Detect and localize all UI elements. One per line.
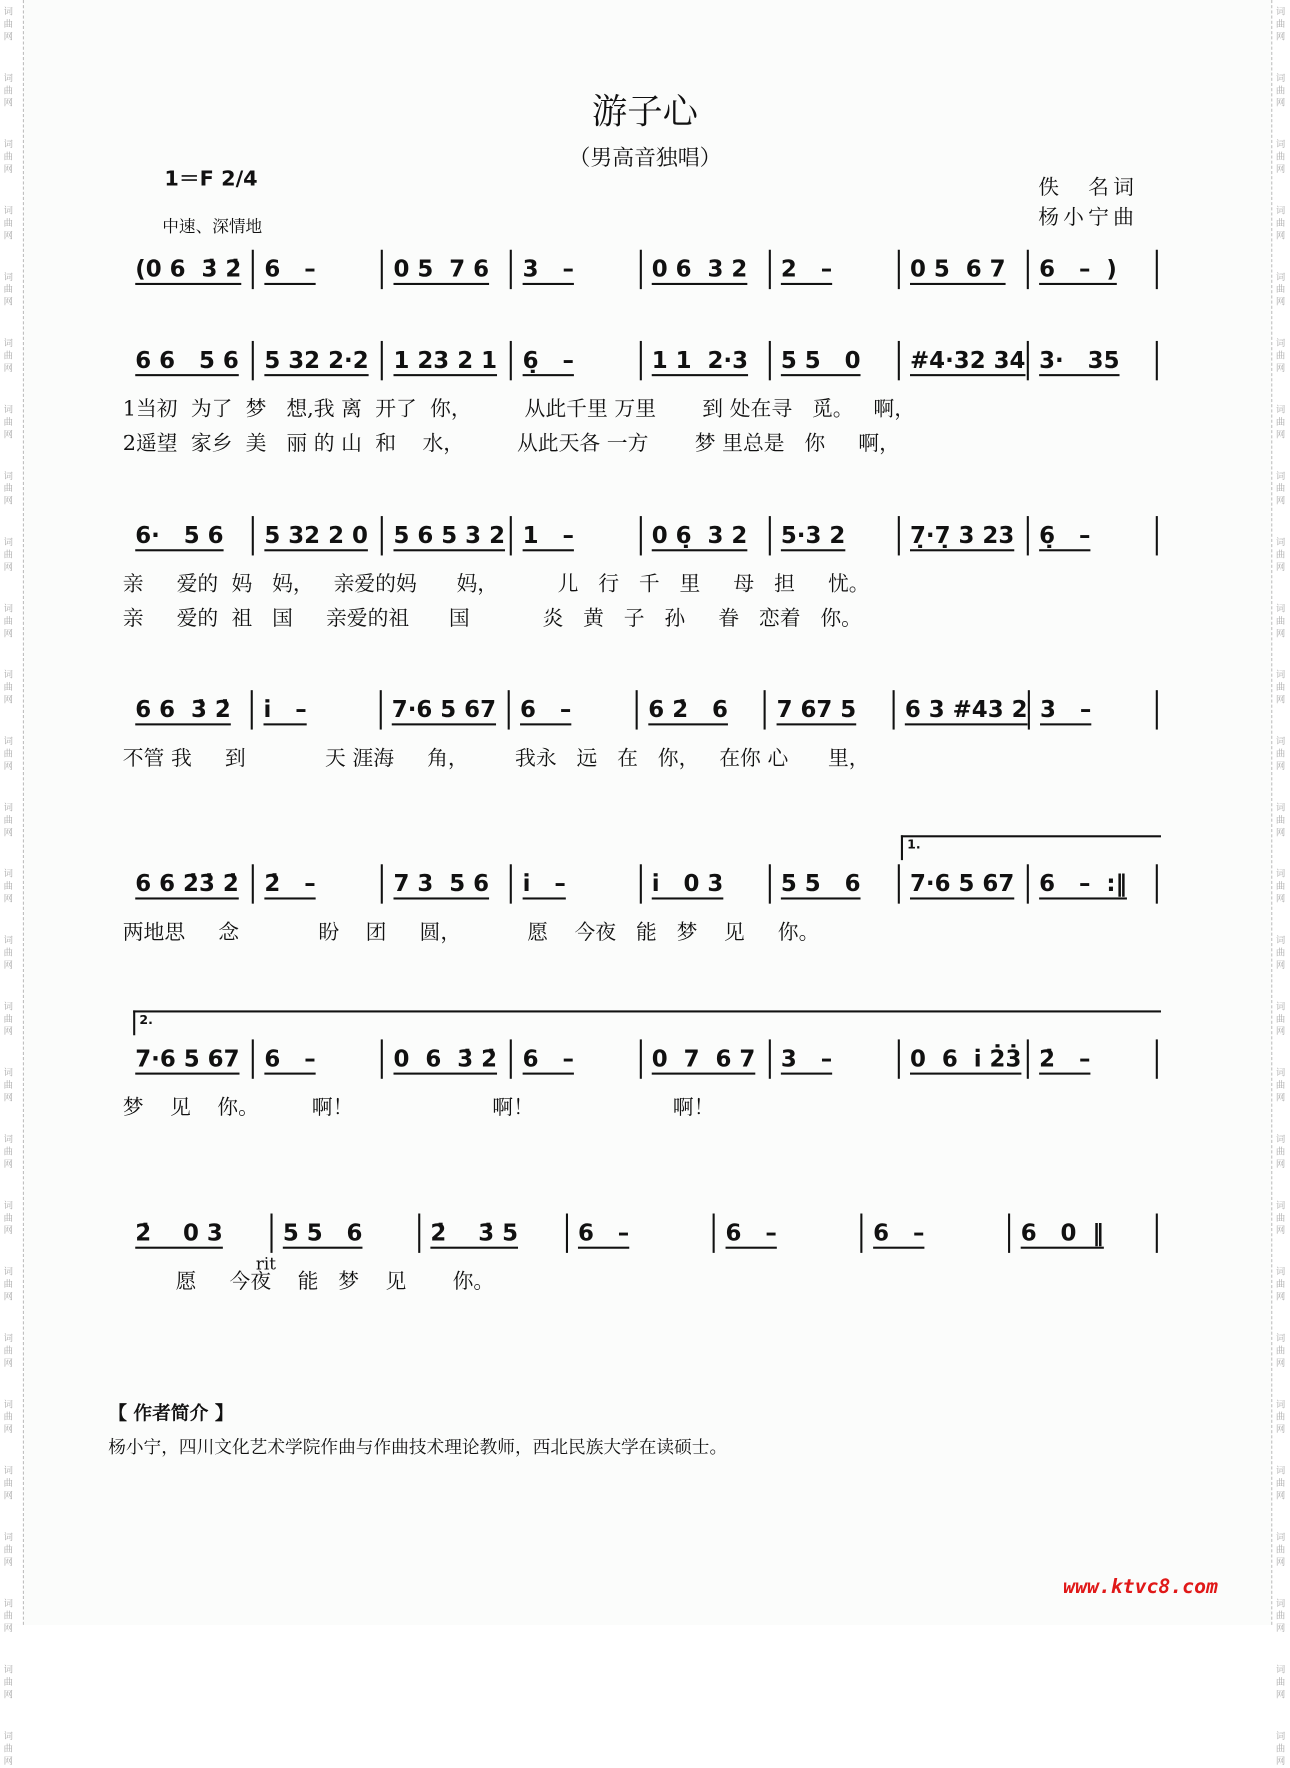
measure: i̇ – (522, 871, 566, 897)
watermark-left (0, 0, 24, 1767)
watermark-text: 词 曲 网 (1275, 736, 1286, 773)
measure: 6 – (264, 256, 316, 283)
barline (1156, 690, 1158, 729)
measure: 6 2̇ 6 (648, 696, 728, 723)
measure: 3 – (780, 1046, 833, 1073)
watermark-text: 词 曲 网 (3, 869, 14, 905)
measure: 0 6 3̇ 2̇ (393, 1046, 498, 1073)
watermark-text: 词 曲 网 (3, 1134, 14, 1170)
watermark-text: 词 曲 网 (3, 803, 14, 839)
watermark-text: 词 曲 网 (1275, 604, 1286, 640)
lyricist-credit: 佚 名词 (1038, 174, 1139, 199)
watermark-text: 词 曲 网 (1275, 803, 1286, 839)
watermark-text: 词 曲 网 (3, 7, 14, 43)
watermark-text: 词 曲 网 (1275, 73, 1286, 109)
measure: 6̣ – (1039, 522, 1091, 549)
watermark-text: 词 曲 网 (1275, 7, 1286, 43)
author-bio-text: 杨小宁，四川文化艺术学院作曲与作曲技术理论教师，西北民族大学在读硕士。 (108, 1437, 728, 1459)
watermark-text: 词 曲 网 (3, 471, 14, 507)
song-subtitle: （男高音独唱） (568, 145, 722, 170)
watermark-text: 词 曲 网 (1275, 1068, 1286, 1104)
watermark-text: 词 曲 网 (1275, 1400, 1286, 1436)
watermark-text: 词 曲 网 (3, 73, 14, 109)
measure: 6 6 3̇ 2̇ (135, 696, 231, 723)
measure: 2̇ 3̇ 5 (430, 1220, 519, 1247)
watermark-text: 词 曲 网 (3, 670, 14, 706)
measure: 5 32 2·2 (264, 347, 369, 374)
measure: 1 – (522, 522, 574, 549)
measure: 7̣·7̣ 3 23 (910, 522, 1015, 549)
measure: 1 23 2 1 (393, 347, 498, 374)
measure: 2̇ 0 3 (135, 1220, 223, 1247)
score-line (123, 689, 1158, 730)
barline (1156, 1039, 1158, 1078)
watermark-text: 词 曲 网 (1275, 1267, 1286, 1303)
watermark-text: 词 曲 网 (1275, 1002, 1286, 1038)
measure: 7·6 5 67 (135, 1046, 240, 1073)
watermark-text: 词 曲 网 (3, 338, 14, 375)
watermark-text: 词 曲 网 (3, 537, 14, 574)
watermark-text: 词 曲 网 (1275, 272, 1286, 308)
measure: 5 5 6 (282, 1220, 363, 1247)
watermark-text: 词 曲 网 (3, 405, 14, 441)
tempo-marking: 中速、深情地 (162, 216, 263, 237)
watermark-text: 词 曲 网 (3, 1333, 14, 1369)
measure: 6 – (520, 696, 572, 723)
watermark-text: 词 曲 网 (1275, 139, 1286, 176)
score-line (123, 1038, 1158, 1079)
measure: 3 – (1040, 696, 1092, 723)
watermark-text: 词 曲 网 (1275, 1532, 1286, 1568)
measure: i̇ 0 3 (651, 871, 724, 897)
measure: 3 – (522, 256, 574, 283)
measure: 0 6 i̇ 2̇3̇ (910, 1046, 1022, 1073)
watermark-text: 词 曲 网 (1275, 1665, 1286, 1701)
measure: 2̇ – (264, 871, 316, 897)
measure: 0 6̣ 3 2 (651, 522, 748, 549)
measure: 0 5 7 6 (393, 256, 490, 283)
measure: 6 – ) (1039, 256, 1117, 283)
watermark-text: 词 曲 网 (3, 1201, 14, 1237)
measure: 7·6 5 67 (391, 696, 497, 723)
lyric-line: 2遥望 家乡 美 丽 的 山 和 水， 从此天各 一方 梦 里总是 你 啊， (122, 430, 900, 455)
barline (1156, 516, 1158, 555)
watermark-text: 词 曲 网 (1275, 935, 1286, 972)
watermark-text: 词 曲 网 (3, 1068, 14, 1104)
measure: 7 67 5 (776, 696, 857, 723)
site-logo[interactable]: www.ktvc8.com (1063, 1575, 1218, 1598)
volta-1: 1. (901, 835, 1161, 860)
score-line (123, 515, 1158, 556)
score-line (123, 1212, 1158, 1253)
measure: 6 – :‖ (1039, 871, 1127, 897)
lyric-line: 梦 见 你。 啊！ 啊！ 啊！ (122, 1094, 715, 1120)
watermark-text: 词 曲 网 (3, 1002, 14, 1038)
author-bio-heading: 【 作者简介 】 (108, 1403, 234, 1425)
measure: 5 6 5 3 2 (393, 522, 506, 549)
watermark-text: 词 曲 网 (3, 1599, 14, 1635)
lyric-line: 亲 爱的 祖 国 亲爱的祖 国 炎 黄 子 孙 眷 恋着 你。 (122, 605, 862, 631)
watermark-text: 词 曲 网 (1275, 1466, 1286, 1502)
measure: 5 32 2 0 (264, 522, 368, 549)
measure: 6 – (577, 1220, 630, 1247)
lyric-line: 愿 今夜 能 梦 见 你。 (122, 1268, 495, 1294)
measure: 6· 5 6 (135, 522, 224, 549)
volta-2: 2. (133, 1010, 1161, 1035)
measure: 7 3 5 6 (393, 871, 490, 897)
measure: 0 6 3 2 (651, 256, 748, 283)
key-signature: 1＝F 2/4 (164, 165, 258, 191)
watermark-text: 词 曲 网 (3, 736, 14, 773)
watermark-text: 词 曲 网 (3, 1665, 14, 1701)
watermark-text: 词 曲 网 (3, 139, 14, 176)
measure: 6 – (725, 1220, 777, 1247)
watermark-text: 词 曲 网 (1275, 206, 1286, 242)
measure: 6 6 5 6 (135, 347, 239, 374)
measure: 0 5 6 7 (910, 256, 1006, 283)
lyric-line: 两地思 念 盼 团 圆， 愿 今夜 能 梦 见 你。 (122, 919, 820, 945)
watermark-text: 词 曲 网 (3, 1466, 14, 1502)
lyric-line: 不管 我 到 天 涯海 角， 我永 远 在 你， 在你 心 里， (122, 745, 870, 770)
watermark-text: 词 曲 网 (3, 272, 14, 308)
barline (1156, 864, 1158, 903)
watermark-text: 词 曲 网 (3, 206, 14, 242)
watermark-text: 词 曲 网 (1275, 1599, 1286, 1635)
score-line (123, 249, 1158, 290)
watermark-text: 词 曲 网 (3, 1400, 14, 1436)
watermark-text: 词 曲 网 (1275, 338, 1286, 375)
rit-marking: rit (255, 1253, 276, 1274)
measure: 1 1 2·3 (651, 347, 749, 374)
watermark-text: 词 曲 网 (3, 1267, 14, 1303)
watermark-text: 词 曲 网 (1275, 1731, 1286, 1767)
measure: (0 6 3̇ 2̇ (135, 256, 242, 283)
watermark-text: 词 曲 网 (1275, 471, 1286, 507)
watermark-text: 词 曲 网 (1275, 670, 1286, 706)
score-line (123, 340, 1158, 381)
watermark-text: 词 曲 网 (1275, 537, 1286, 574)
measure: i̇ – (263, 696, 307, 723)
measure: 5 5 0 (780, 347, 861, 374)
lyric-line: 1当初 为了 梦 想,我 离 开了 你， 从此千里 万里 到 处在寻 觅。 啊， (122, 395, 916, 421)
measure: 6 – (264, 1046, 316, 1073)
watermark-text: 词 曲 网 (1275, 1134, 1286, 1170)
measure: 2 – (780, 256, 833, 283)
measure: 3· 35 (1039, 347, 1120, 374)
measure: 6 3 #43 2 (904, 696, 1028, 723)
measure: 5 5 6 (780, 871, 861, 897)
measure: 6 6 2̇3̇ 2̇ (135, 871, 239, 897)
measure: 7·6 5 67 (910, 871, 1015, 897)
measure: 6̣ – (522, 347, 574, 374)
measure: 6 – (873, 1220, 925, 1247)
watermark-text: 词 曲 网 (3, 935, 14, 972)
watermark-text: 词 曲 网 (1275, 1333, 1286, 1369)
song-title: 游子心 (591, 91, 699, 133)
measure: 5·3 2 (780, 522, 846, 549)
measure: 0 7 6 7 (651, 1046, 756, 1073)
composer-credit: 杨小宁曲 (1038, 204, 1139, 230)
watermark-text: 词 曲 网 (3, 604, 14, 640)
watermark-text: 词 曲 网 (3, 1532, 14, 1568)
measure: #4·32 34 (910, 347, 1026, 374)
watermark-text: 词 曲 网 (1275, 405, 1286, 441)
watermark-text: 词 曲 网 (1275, 869, 1286, 905)
watermark-text: 词 曲 网 (3, 1731, 14, 1767)
measure: 6 – (522, 1046, 574, 1073)
score-line (123, 863, 1158, 904)
barline (1156, 250, 1158, 289)
watermark-text: 词 曲 网 (1275, 1201, 1286, 1237)
barline (1156, 341, 1158, 380)
lyric-line: 亲 爱的 妈 妈， 亲爱的妈 妈， 儿 行 千 里 母 担 忧。 (122, 571, 870, 596)
barline (1156, 1214, 1158, 1253)
measure: 2̇ – (1039, 1046, 1091, 1073)
measure: 6 0 ‖ (1020, 1220, 1104, 1247)
watermark-right (1271, 0, 1290, 1767)
